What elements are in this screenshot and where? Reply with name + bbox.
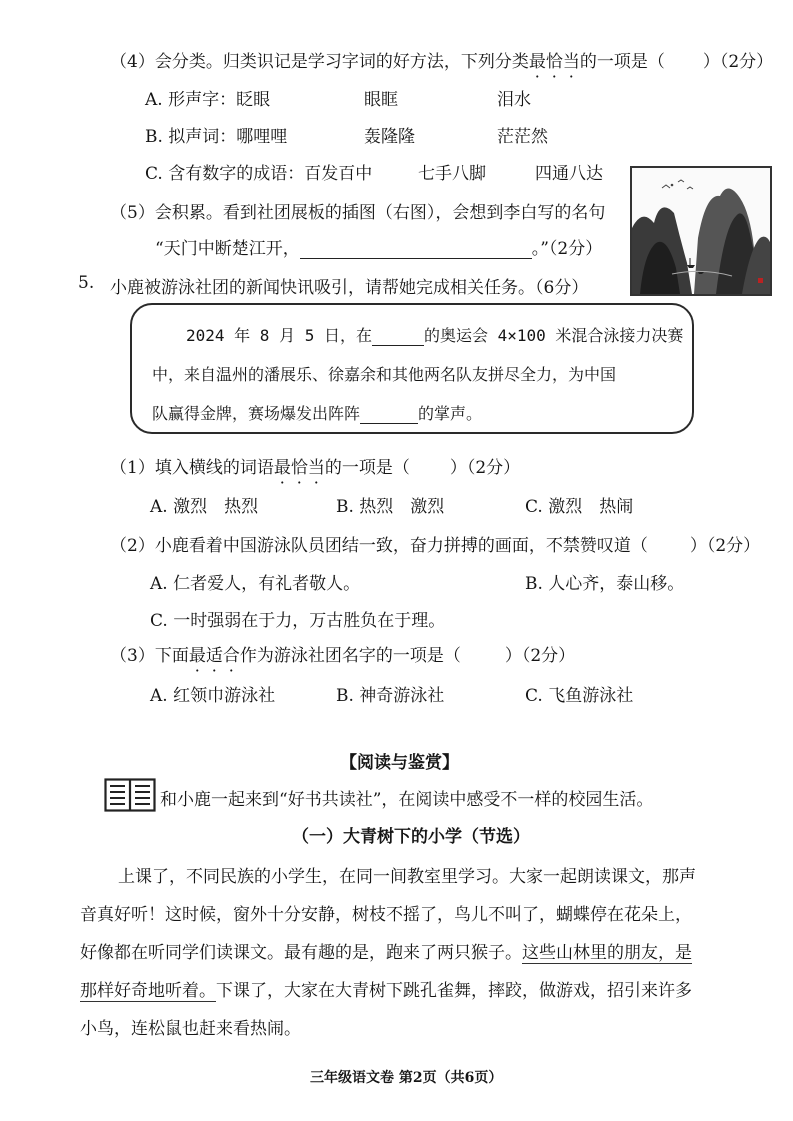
- underlined-sentence-part-2: 那样好奇地听着。: [80, 981, 216, 1001]
- q5-2-option-a[interactable]: A. 仁者爱人，有礼者敬人。: [150, 574, 361, 594]
- passage-line-1: 上课了，不同民族的小学生，在同一间教室里学习。大家一起朗读课文，那声: [118, 867, 696, 887]
- news-line-1: 2024 年 8 月 5 日，在 的奥运会 4×100 米混合泳接力决赛: [186, 326, 684, 345]
- q5-3-stem: （3）下面最适合作为游泳社团名字的一项是（ ）（2分）: [110, 646, 576, 666]
- q5-1-option-b[interactable]: B. 热烈 激烈: [336, 497, 445, 517]
- news-line-2: 中，来自温州的潘展乐、徐嘉余和其他两名队友拼尽全力，为中国: [152, 365, 617, 384]
- news-blank-1[interactable]: [372, 329, 424, 346]
- q4-option-a-word3: 泪水: [497, 90, 531, 110]
- q4-option-b-word2: 轰隆隆: [364, 127, 415, 147]
- page-footer: 三年级语文卷 第2页（共6页）: [310, 1070, 503, 1086]
- q5-3-option-a[interactable]: A. 红领巾游泳社: [150, 686, 276, 706]
- mountain-river-illustration: [632, 168, 770, 294]
- q4-option-c-word3: 四通八达: [535, 164, 603, 184]
- book-icon: [104, 778, 156, 816]
- question-5-stem: 小鹿被游泳社团的新闻快讯吸引，请帮她完成相关任务。（6分）: [110, 278, 589, 298]
- passage-title: （一）大青树下的小学（节选）: [292, 827, 530, 847]
- news-flash-box: [130, 303, 694, 434]
- landscape-ink-painting: [630, 166, 772, 296]
- reading-intro: 和小鹿一起来到“好书共读社”，在阅读中感受不一样的校园生活。: [160, 790, 654, 810]
- question-5-number: 5.: [78, 273, 95, 293]
- q5-2-option-b[interactable]: B. 人心齐，泰山移。: [525, 574, 685, 594]
- news-line-3: 队赢得金牌，赛场爆发出阵阵 的掌声。: [152, 404, 483, 423]
- q4-5-stem: （5）会积累。看到社团展板的插图（右图），会想到李白写的名句: [110, 203, 606, 223]
- q5-2-stem: （2）小鹿看着中国游泳队员团结一致，奋力拼搏的画面，不禁赞叹道（ ）（2分）: [110, 536, 761, 556]
- q4-option-a-word2: 眼眶: [364, 90, 398, 110]
- q5-3-option-c[interactable]: C. 飞鱼游泳社: [525, 686, 634, 706]
- q4-emphasis: 最恰当: [528, 52, 580, 72]
- section-heading: 【阅读与鉴赏】: [340, 753, 459, 773]
- q5-1-option-a[interactable]: A. 激烈 热烈: [150, 497, 259, 517]
- q4-5-line2: “天门中断楚江开， 。”（2分）: [155, 239, 603, 259]
- q4-option-b[interactable]: B. 拟声词：哪哩哩: [145, 127, 288, 147]
- poem-fill-blank[interactable]: [300, 242, 532, 259]
- q4-option-c[interactable]: C. 含有数字的成语：百发百中: [145, 164, 373, 184]
- q5-1-option-c[interactable]: C. 激烈 热闹: [525, 497, 634, 517]
- underlined-sentence-part-1: 这些山林里的朋友，是: [522, 943, 692, 963]
- q5-2-option-c[interactable]: C. 一时强弱在于力，万古胜负在于理。: [150, 611, 446, 631]
- passage-line-5: 小鸟，连松鼠也赶来看热闹。: [80, 1019, 301, 1039]
- q4-stem: （4）会分类。归类识记是学习字词的好方法，下列分类最恰当的一项是（ ）（2分）: [110, 52, 774, 72]
- q5-3-option-b[interactable]: B. 神奇游泳社: [336, 686, 445, 706]
- passage-line-3: 好像都在听同学们读课文。最有趣的是，跑来了两只猴子。这些山林里的朋友，是: [80, 943, 692, 963]
- q5-1-stem: （1）填入横线的词语最恰当的一项是（ ）（2分）: [110, 458, 521, 478]
- q5-3-emphasis: 最适合: [188, 646, 240, 666]
- news-blank-2[interactable]: [360, 407, 418, 424]
- q4-option-b-word3: 茫茫然: [497, 127, 548, 147]
- q4-option-c-word2: 七手八脚: [418, 164, 486, 184]
- passage-line-2: 音真好听！这时候，窗外十分安静，树枝不摇了，鸟儿不叫了，蝴蝶停在花朵上，: [80, 905, 692, 925]
- q4-option-a[interactable]: A. 形声字：眨眼: [145, 90, 271, 110]
- passage-line-4: 那样好奇地听着。下课了，大家在大青树下跳孔雀舞，摔跤，做游戏，招引来许多: [80, 981, 692, 1001]
- q5-1-emphasis: 最恰当: [273, 458, 325, 478]
